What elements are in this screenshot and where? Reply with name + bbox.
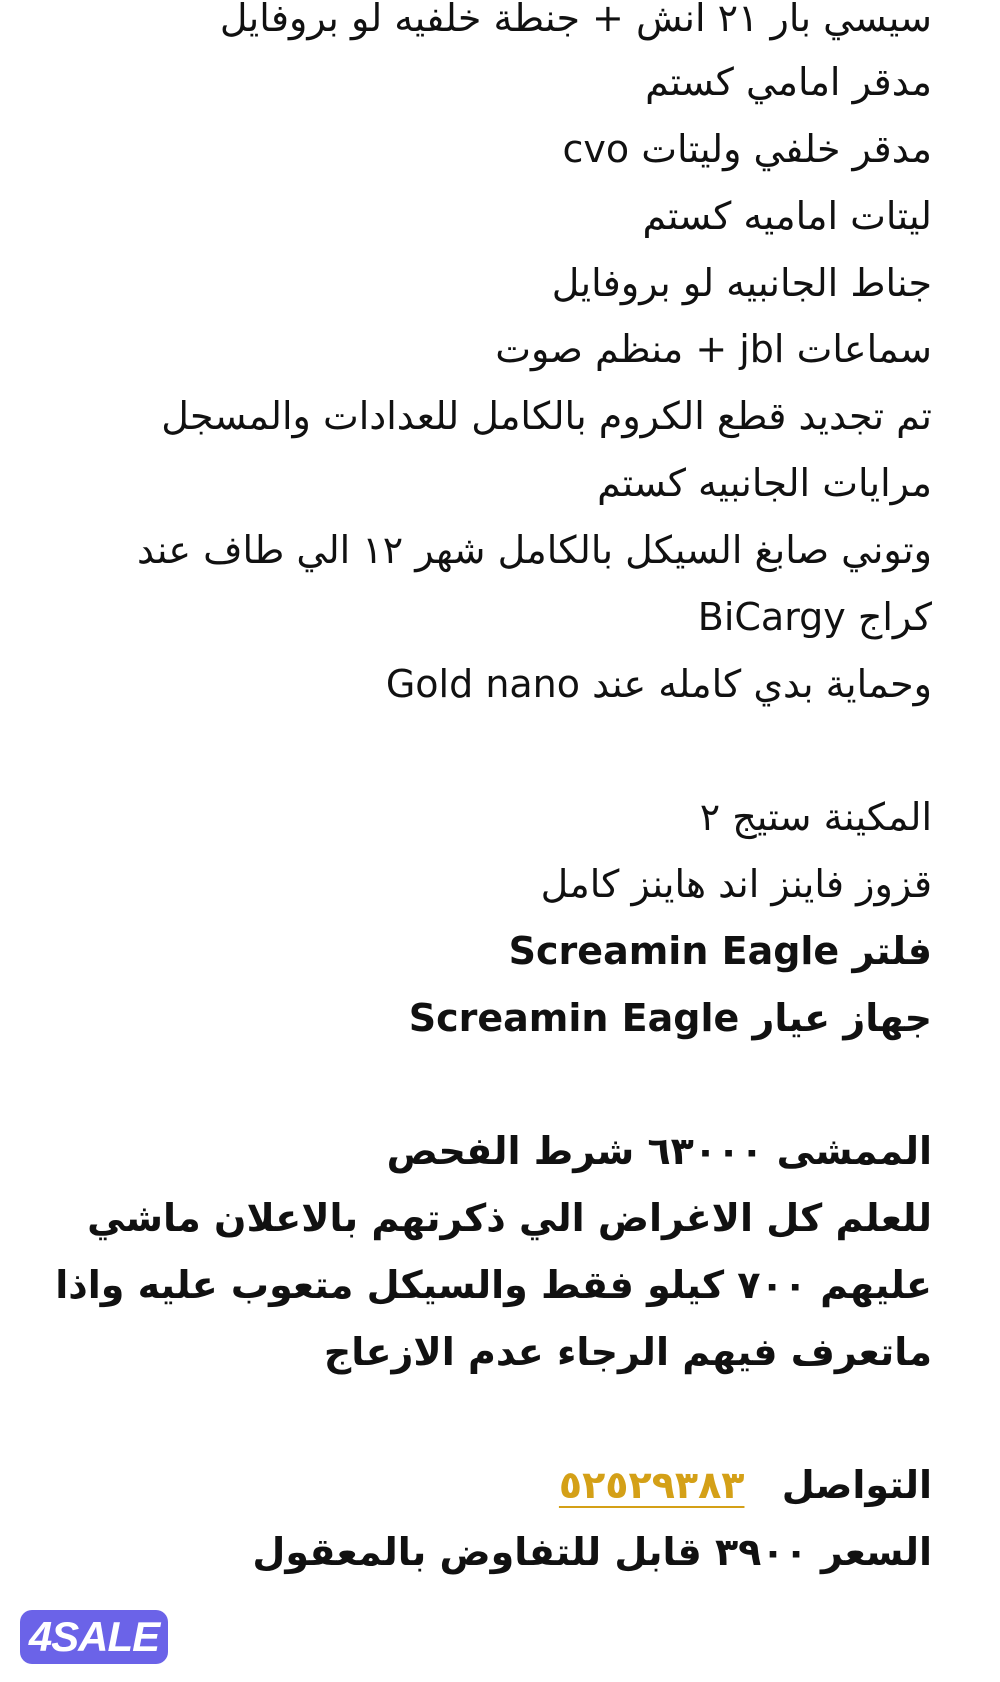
feature-line-front-lights: ليتات اماميه كستم	[642, 194, 932, 238]
price-line: السعر ٣٩٠٠ قابل للتفاوض بالمعقول	[252, 1530, 932, 1574]
feature-line-chrome: تم تجديد قطع الكروم بالكامل للعدادات والمسجل	[161, 394, 932, 438]
feature-line-speakers: سماعات jbl + منظم صوت	[495, 327, 932, 371]
engine-line-exhaust: قزوز فاينز اند هاينز كامل	[540, 862, 932, 906]
feature-line-front-fender: مدقر امامي كستم	[645, 60, 932, 104]
note-line-3: ماتعرف فيهم الرجاء عدم الازعاج	[323, 1330, 932, 1374]
contact-row	[559, 1457, 932, 1513]
engine-line-stage: المكينة ستيج ٢	[699, 795, 932, 839]
engine-line-filter: فلتر Screamin Eagle	[508, 929, 932, 973]
4sale-logo-text: 4SALE	[28, 1613, 160, 1660]
feature-line-body-protection: وحماية بدي كامله عند Gold nano	[385, 662, 932, 706]
4sale-logo	[20, 1610, 168, 1664]
feature-line-mirrors: مرايات الجانبيه كستم	[597, 461, 932, 505]
feature-line-rear-fender: مدقر خلفي وليتات cvo	[562, 127, 932, 171]
feature-line-side-wheels: جناط الجانبيه لو بروفايل	[551, 261, 932, 305]
feature-line-paint: وتوني صابغ السيكل بالكامل شهر ١٢ الي طاف عند	[136, 528, 932, 572]
phone-number-link[interactable]: ٥٢٥٢٩٣٨٣	[558, 1463, 745, 1507]
contact-label: التواصل	[781, 1463, 932, 1507]
note-line-2: عليهم ٧٠٠ كيلو فقط والسيكل متعوب عليه واذا	[55, 1263, 932, 1307]
feature-line-sissy-bar: سيسي بار ٢١ انش + جنطة خلفيه لو بروفايل	[219, 0, 932, 40]
engine-line-tuner: جهاز عيار Screamin Eagle	[408, 996, 932, 1040]
feature-line-garage: كراج BiCargy	[697, 595, 932, 639]
mileage-line: الممشى ٦٣٠٠٠ شرط الفحص	[386, 1129, 932, 1173]
note-line-1: للعلم كل الاغراض الي ذكرتهم بالاعلان ماشي	[87, 1196, 932, 1240]
